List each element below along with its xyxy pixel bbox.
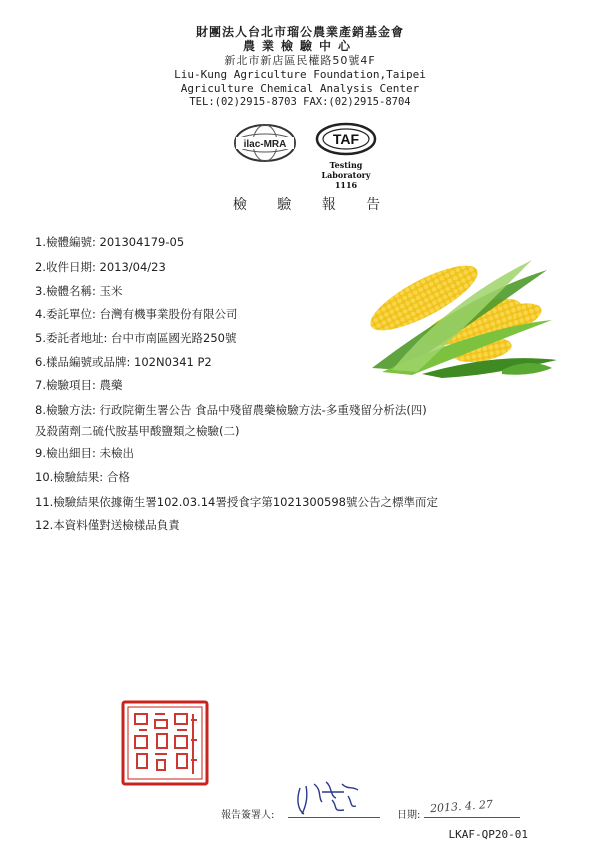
item-label: 檢體名稱: bbox=[45, 284, 96, 298]
seal-icon bbox=[121, 700, 209, 786]
item-value: 台灣有機事業股份有限公司 bbox=[99, 307, 238, 321]
item-number: 6. bbox=[35, 355, 46, 369]
address-zh: 新北市新店區民權路50號4F bbox=[224, 54, 376, 67]
item-row bbox=[35, 520, 180, 532]
item-number: 8. bbox=[35, 403, 46, 417]
red-seal-stamp bbox=[121, 700, 209, 790]
item-number: 5. bbox=[35, 331, 46, 345]
item-label: 委託者地址: bbox=[45, 331, 108, 345]
item-number: 4. bbox=[35, 307, 46, 321]
center-name-zh: 農業檢驗中心 bbox=[242, 39, 357, 53]
item-row bbox=[35, 262, 166, 274]
center-name-en: Agriculture Chemical Analysis Center bbox=[180, 82, 420, 95]
item-value: 台中市南區國光路250號 bbox=[111, 331, 237, 345]
item-label: 檢驗結果: bbox=[53, 470, 104, 484]
item-label: 收件日期: bbox=[45, 260, 96, 274]
taf-lab-label: Testing Laboratory bbox=[321, 160, 371, 180]
signer-label: 報告簽署人: bbox=[221, 810, 275, 821]
item-value: 未檢出 bbox=[99, 446, 135, 460]
item-value: 201304179-05 bbox=[99, 235, 185, 249]
item-row bbox=[35, 497, 438, 509]
item-value: 合格 bbox=[106, 470, 130, 484]
item-value: 玉米 bbox=[99, 284, 123, 298]
item-value-continued: 及殺菌劑二硫代胺基甲酸鹽類之檢驗(二) bbox=[35, 424, 240, 438]
corn-illustration bbox=[362, 250, 557, 384]
item-row bbox=[35, 357, 212, 369]
item-row bbox=[35, 309, 238, 321]
item-value: 2013/04/23 bbox=[99, 260, 166, 274]
ilac-globe-icon bbox=[232, 123, 298, 163]
form-code: LKAF-QP20-01 bbox=[448, 828, 528, 841]
ilac-mra-logo bbox=[232, 123, 298, 167]
item-number: 12. bbox=[35, 518, 54, 532]
item-row bbox=[35, 448, 134, 460]
item-label: 委託單位: bbox=[45, 307, 96, 321]
item-number: 7. bbox=[35, 378, 46, 392]
item-label: 檢體編號: bbox=[45, 235, 96, 249]
item-number: 11. bbox=[35, 495, 54, 509]
item-row bbox=[35, 472, 130, 484]
corn-icon bbox=[362, 250, 557, 380]
org-name-zh: 財團法人台北市瑠公農業產銷基金會 bbox=[195, 25, 404, 39]
item-value: 農藥 bbox=[99, 378, 123, 392]
taf-lab-number: 1116 bbox=[334, 180, 358, 190]
item-number: 1. bbox=[35, 235, 46, 249]
item-value: 102N0341 P2 bbox=[134, 355, 212, 369]
item-row bbox=[35, 380, 123, 392]
report-title: 檢 驗 報 告 bbox=[232, 197, 394, 213]
item-number: 2. bbox=[35, 260, 46, 274]
item-label: 檢驗方法: bbox=[45, 403, 96, 417]
item-number: 9. bbox=[35, 446, 46, 460]
taf-logo bbox=[306, 122, 386, 190]
item-label: 樣品編號或品牌: bbox=[45, 355, 131, 369]
item-row bbox=[35, 405, 427, 417]
item-label: 檢出細目: bbox=[45, 446, 96, 460]
date-line bbox=[424, 817, 520, 818]
taf-emblem-icon bbox=[315, 122, 377, 156]
taf-logo-text: TAF bbox=[332, 131, 360, 147]
contact-line: TEL:(02)2915-8703 FAX:(02)2915-8704 bbox=[189, 96, 411, 108]
item-number: 10. bbox=[35, 470, 54, 484]
date-label: 日期: bbox=[397, 810, 421, 821]
item-row bbox=[35, 286, 123, 298]
item-number: 3. bbox=[35, 284, 46, 298]
item-label: 檢驗結果依據衛生署102.03.14署授食字第1021300598號公告之標準而定 bbox=[53, 495, 438, 509]
ilac-logo-text: ilac-MRA bbox=[243, 139, 287, 150]
item-label: 檢驗項目: bbox=[45, 378, 96, 392]
item-row bbox=[35, 237, 184, 249]
item-label: 本資料僅對送檢樣品負責 bbox=[53, 518, 180, 532]
org-name-en: Liu-Kung Agriculture Foundation,Taipei bbox=[174, 68, 426, 81]
handwritten-date: 2013. 4. 27 bbox=[429, 797, 494, 816]
item-value: 行政院衛生署公告 食品中殘留農藥檢驗方法-多重殘留分析法(四) bbox=[99, 403, 427, 417]
item-row bbox=[35, 333, 236, 345]
handwritten-signature bbox=[292, 776, 364, 818]
